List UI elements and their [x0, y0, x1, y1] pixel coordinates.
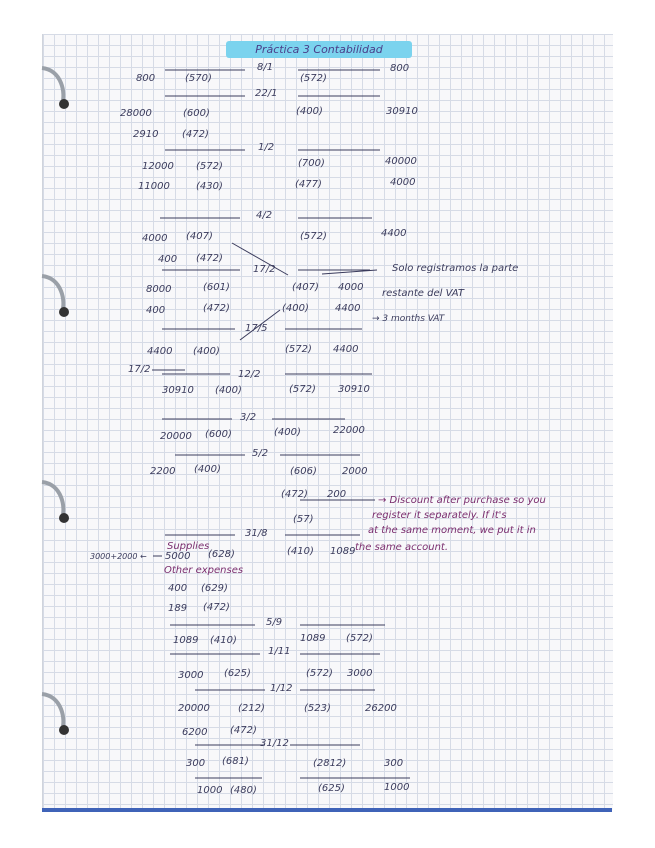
entry-date: 4/2 [256, 210, 273, 221]
debit-amount: 28000 [120, 108, 152, 119]
discount-note-line: → Discount after purchase so you [378, 495, 546, 506]
debit-amount: 20000 [160, 431, 192, 442]
debit-amount: 30910 [162, 385, 194, 396]
debit-account: (400) [193, 346, 220, 357]
margin-calculation: 3000+2000 ← [90, 552, 147, 561]
debit-account: (625) [224, 668, 251, 679]
credit-amount: 200 [327, 489, 347, 500]
credit-account: (410) [287, 546, 314, 557]
entry-date: 12/2 [238, 369, 261, 380]
debit-account: (410) [210, 635, 237, 646]
entry-date: 1/2 [258, 142, 275, 153]
discount-note-line: the same account. [355, 542, 449, 553]
debit-amount: 2200 [150, 466, 176, 477]
credit-account: (400) [296, 106, 323, 117]
debit-amount: 3000 [178, 670, 204, 681]
entry-date: 22/1 [255, 88, 278, 99]
debit-account: (480) [230, 785, 257, 796]
credit-account: (625) [318, 783, 345, 794]
debit-amount: 1089 [173, 635, 199, 646]
entry-date: 3/2 [240, 412, 257, 423]
debit-account: (400) [194, 464, 221, 475]
debit-account: (600) [183, 108, 210, 119]
credit-amount: 40000 [385, 156, 417, 167]
debit-account: (430) [196, 181, 223, 192]
credit-amount: 22000 [333, 425, 365, 436]
debit-amount: 189 [168, 603, 188, 614]
credit-amount: 1089 [300, 633, 326, 644]
credit-account: (400) [274, 427, 301, 438]
credit-amount: 3000 [347, 668, 373, 679]
small-annotation: (57) [293, 514, 314, 525]
other-expenses-label: Other expenses [164, 565, 244, 576]
supplies-label: Supplies [167, 541, 210, 552]
credit-account: (572) [289, 384, 316, 395]
entry-date: 5/9 [266, 617, 283, 628]
debit-account: (628) [208, 549, 235, 560]
debit-amount: 11000 [138, 181, 170, 192]
debit-account: (472) [182, 129, 209, 140]
credit-account: (606) [290, 466, 317, 477]
debit-amount: 1000 [197, 785, 223, 796]
credit-account: (572) [285, 344, 312, 355]
credit-account: (523) [304, 703, 331, 714]
debit-amount: 12000 [142, 161, 174, 172]
credit-account: (572) [306, 668, 333, 679]
credit-account: (700) [298, 158, 325, 169]
debit-account: (472) [203, 303, 230, 314]
entry-date: 5/2 [252, 448, 269, 459]
credit-account: (472) [281, 489, 308, 500]
page-title: Práctica 3 Contabilidad [226, 41, 412, 58]
credit-amount: 2000 [342, 466, 368, 477]
credit-amount: 1000 [384, 782, 410, 793]
credit-amount: 4000 [390, 177, 416, 188]
debit-account: (472) [230, 725, 257, 736]
debit-account: (570) [185, 73, 212, 84]
entry-date: 31/8 [245, 528, 268, 539]
credit-amount: 300 [384, 758, 404, 769]
credit-account: (407) [292, 282, 319, 293]
debit-amount: 300 [186, 758, 206, 769]
debit-amount: 400 [158, 254, 178, 265]
debit-amount: 20000 [178, 703, 210, 714]
credit-account: (572) [300, 73, 327, 84]
debit-account: (601) [203, 282, 230, 293]
debit-amount: 400 [168, 583, 188, 594]
entry-date: 8/1 [257, 62, 274, 73]
credit-amount: 1089 [330, 546, 356, 557]
debit-amount: 4000 [142, 233, 168, 244]
discount-note-line: register it separately. If it's [372, 510, 507, 521]
credit-amount: 4400 [335, 303, 361, 314]
vat-note-line: Solo registramos la parte [392, 263, 519, 274]
entry-date: 17/5 [245, 323, 268, 334]
credit-account: (477) [295, 179, 322, 190]
months-note: → 3 months VAT [372, 314, 445, 324]
credit-amount: 30910 [338, 384, 370, 395]
debit-amount: 4400 [147, 346, 173, 357]
debit-amount: 800 [136, 73, 156, 84]
debit-account: (400) [215, 385, 242, 396]
debit-account: (407) [186, 231, 213, 242]
debit-account: (472) [203, 602, 230, 613]
debit-amount: 6200 [182, 727, 208, 738]
credit-account: (572) [346, 633, 373, 644]
debit-amount: 400 [146, 305, 166, 316]
discount-note-line: at the same moment, we put it in [368, 525, 536, 536]
debit-account: (681) [222, 756, 249, 767]
debit-amount: 2910 [133, 129, 159, 140]
credit-amount: 4400 [333, 344, 359, 355]
debit-amount: 8000 [146, 284, 172, 295]
vat-note-line: restante del VAT [382, 288, 464, 299]
credit-amount: 26200 [365, 703, 397, 714]
entry-date: 1/12 [270, 683, 293, 694]
margin-date: 17/2 [128, 364, 151, 375]
debit-account: (212) [238, 703, 265, 714]
credit-account: (2812) [313, 758, 347, 769]
debit-account: (629) [201, 583, 228, 594]
credit-account: (400) [282, 303, 309, 314]
debit-account: (472) [196, 253, 223, 264]
credit-account: (572) [300, 231, 327, 242]
credit-amount: 800 [390, 63, 410, 74]
entry-date: 31/12 [260, 738, 289, 749]
debit-account: (572) [196, 161, 223, 172]
entry-date: 17/2 [253, 264, 276, 275]
credit-amount: 4400 [381, 228, 407, 239]
credit-amount: 4000 [338, 282, 364, 293]
debit-account: (600) [205, 429, 232, 440]
debit-amount: 5000 [165, 551, 191, 562]
entry-date: 1/11 [268, 646, 291, 657]
credit-amount: 30910 [386, 106, 418, 117]
